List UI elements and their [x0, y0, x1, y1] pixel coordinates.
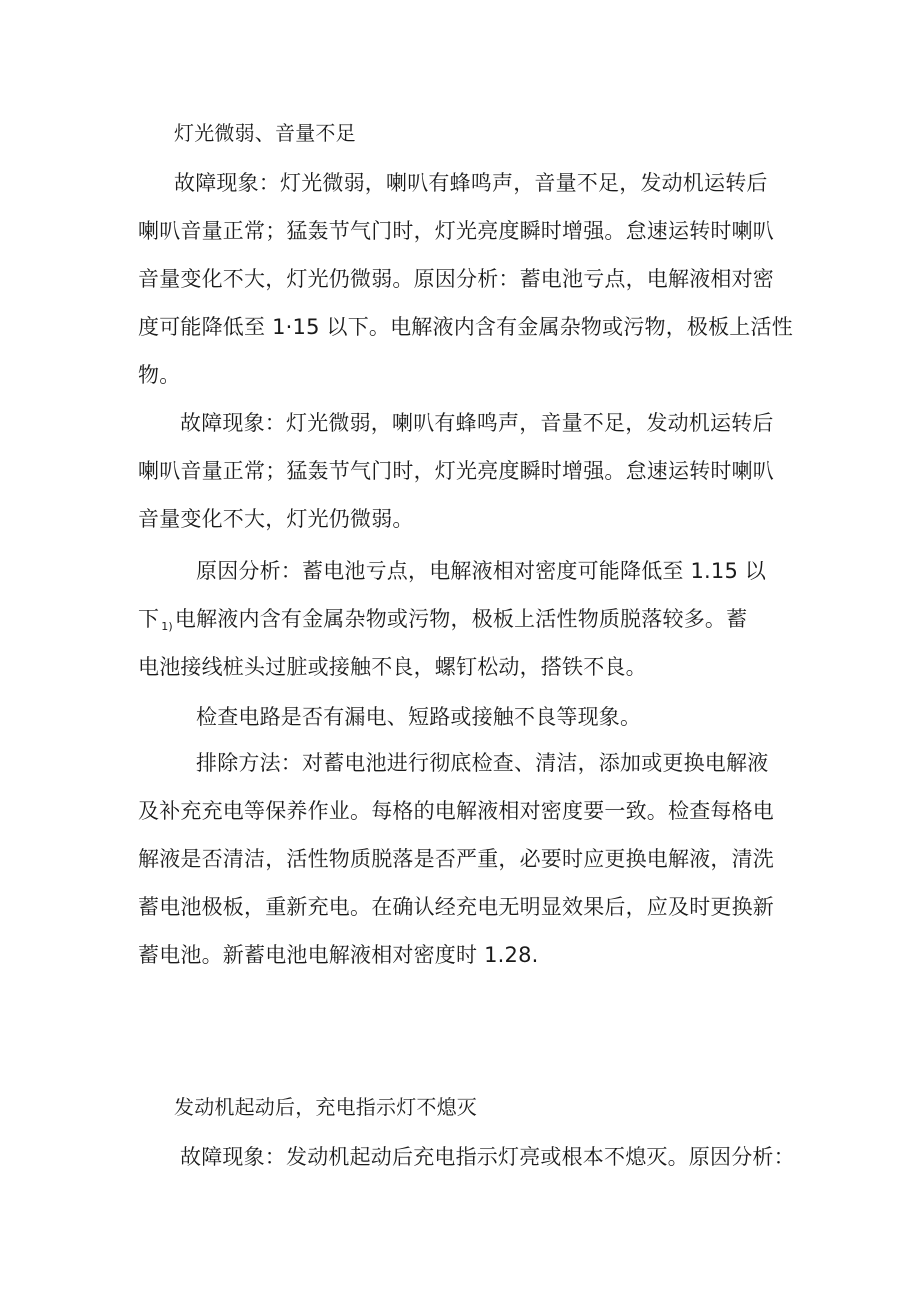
paragraph-line: 度可能降低至 1·15 以下。电解液内含有金属杂物或污物，极板上活性: [138, 315, 793, 339]
paragraph-line: 原因分析：蓄电池亏点，电解液相对密度可能降低至 1.15 以: [196, 559, 767, 583]
paragraph-text: 下: [138, 607, 160, 631]
paragraph-line: 蓄电池极板，重新充电。在确认经充电无明显效果后，应及时更换新: [138, 895, 774, 919]
paragraph-line: 故障现象：灯光微弱，喇叭有蜂鸣声，音量不足，发动机运转后: [180, 411, 774, 435]
paragraph-line: 物。: [138, 363, 181, 387]
paragraph-line: 排除方法：对蓄电池进行彻底检查、清洁，添加或更换电解液: [196, 751, 769, 775]
footnote-marker: 1): [161, 620, 173, 633]
section-heading-charge-light: 发动机起动后，充电指示灯不熄灭: [174, 1095, 477, 1119]
paragraph-line: 音量变化不大，灯光仍微弱。: [138, 507, 414, 531]
paragraph-line: [138, 604, 747, 642]
paragraph-line: 喇叭音量正常；猛轰节气门时，灯光亮度瞬时增强。怠速运转时喇叭: [138, 219, 774, 243]
paragraph-text: 电解液内含有金属杂物或污物，极板上活性物质脱落较多。蓄: [174, 607, 748, 631]
section-heading-dim-lights: 灯光微弱、音量不足: [174, 121, 356, 145]
paragraph-line: 故障现象：发动机起动后充电指示灯亮或根本不熄灭。原因分析：: [180, 1145, 795, 1169]
paragraph-line: 音量变化不大，灯光仍微弱。原因分析：蓄电池亏点，电解液相对密: [138, 267, 774, 291]
paragraph-line: 喇叭音量正常；猛轰节气门时，灯光亮度瞬时增强。怠速运转时喇叭: [138, 459, 774, 483]
paragraph-line: 蓄电池。新蓄电池电解液相对密度时 1.28.: [138, 943, 539, 967]
paragraph-line: 电池接线桩头过脏或接触不良，螺钉松动，搭铁不良。: [138, 655, 647, 679]
paragraph-line: 检查电路是否有漏电、短路或接触不良等现象。: [196, 705, 642, 729]
paragraph-line: 及补充充电等保养作业。每格的电解液相对密度要一致。检查每格电: [138, 799, 774, 823]
paragraph-line: 故障现象：灯光微弱，喇叭有蜂鸣声，音量不足，发动机运转后: [174, 171, 768, 195]
paragraph-line: 解液是否清洁，活性物质脱落是否严重，必要时应更换电解液，清洗: [138, 847, 774, 871]
